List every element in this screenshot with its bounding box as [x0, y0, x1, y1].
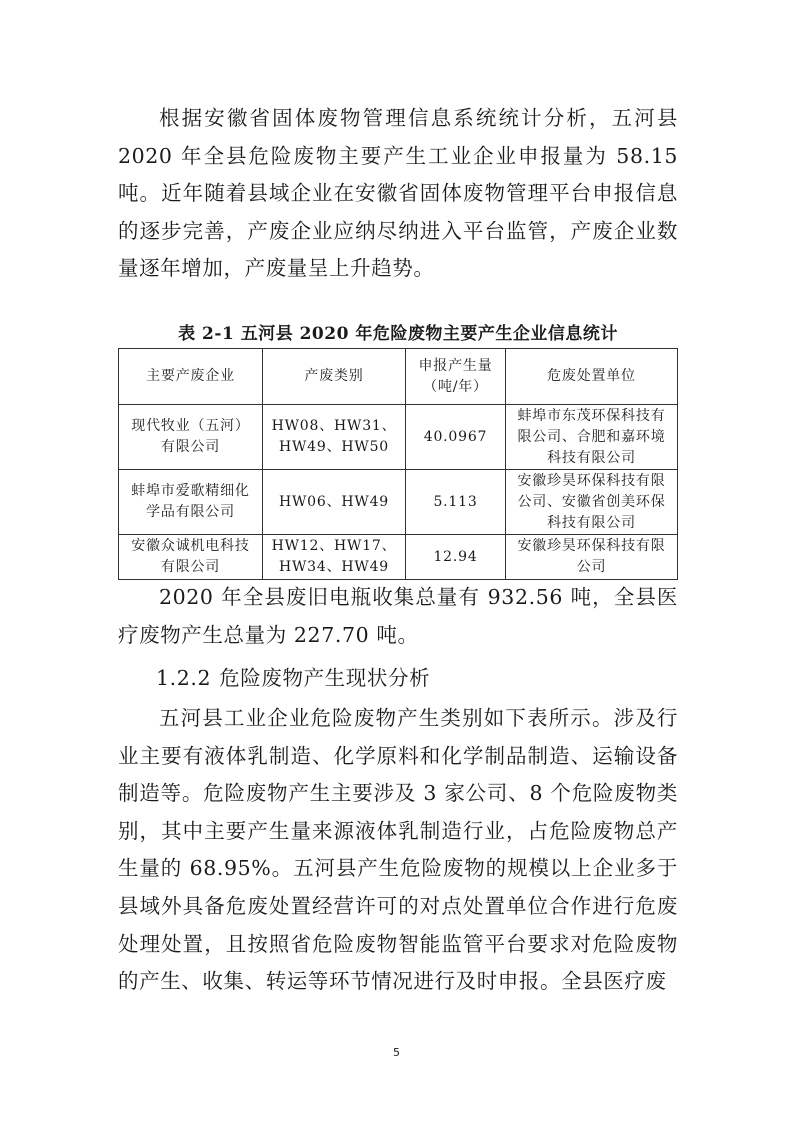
analysis-paragraph: 五河县工业企业危险废物产生类别如下表所示。涉及行业主要有液体乳制造、化学原料和化学制品制造、运输设备制造等。危险废物产生主要涉及 3 家公司、8 个危险废物类别，其中主要产生量来源液体乳制造行业，占危险废物总产生量的 68.95%。五河县产生危险废物的规模以上企业多于县域外具备危废处置经营许可的对点处置单位合作进行危废处理处置，且按照省危险废物智能监管平台要求对危险废物的产生、收集、转运等环节情况进行及时申报。全县医疗废: [118, 706, 678, 994]
cell-company: 安徽众诚机电科技有限公司: [119, 535, 263, 580]
table-caption: 表 2-1 五河县 2020 年危险废物主要产生企业信息统计: [178, 324, 618, 344]
cell-amount: 12.94: [406, 535, 506, 580]
cell-company: 蚌埠市爱歌精细化学品有限公司: [119, 470, 263, 535]
section-heading: [156, 661, 430, 691]
header-company: 主要产废企业: [119, 349, 263, 405]
hazardous-waste-table: [118, 348, 678, 580]
table-row: [119, 535, 678, 580]
section-number: 1.2.2: [156, 666, 212, 690]
table-row: [119, 470, 678, 535]
section-title: 危险废物产生现状分析: [219, 666, 431, 690]
waste-totals-paragraph: 2020 年全县废旧电瓶收集总量有 932.56 吨，全县医疗废物产生总量为 227.70 吨。: [118, 585, 678, 647]
table-row: [119, 405, 678, 470]
header-amount: [406, 349, 506, 405]
header-amount-line1: 申报产生量: [418, 357, 493, 374]
cell-disposal: 安徽珍昊环保科技有限公司、安徽省创美环保科技有限公司: [506, 470, 678, 535]
cell-disposal: 安徽珍昊环保科技有限公司: [506, 535, 678, 580]
header-amount-line2: （吨/年）: [423, 378, 488, 395]
header-category: 产废类别: [263, 349, 406, 405]
cell-amount: 5.113: [406, 470, 506, 535]
cell-amount: 40.0967: [406, 405, 506, 470]
header-disposal: 危废处置单位: [506, 349, 678, 405]
cell-disposal: 蚌埠市东茂环保科技有限公司、合肥和嘉环境科技有限公司: [506, 405, 678, 470]
intro-paragraph: 根据安徽省固体废物管理信息系统统计分析，五河县2020 年全县危险废物主要产生工业企业申报量为 58.15 吨。近年随着县域企业在安徽省固体废物管理平台申报信息的逐步完善，产废企业应纳尽纳进入平台监管，产废企业数量逐年增加，产废量呈上升趋势。: [118, 106, 678, 281]
table-header-row: [119, 349, 678, 405]
cell-category: HW12、HW17、HW34、HW49: [263, 535, 406, 580]
cell-category: HW06、HW49: [263, 470, 406, 535]
page-number: 5: [393, 1046, 400, 1059]
cell-company: 现代牧业（五河）有限公司: [119, 405, 263, 470]
cell-category: HW08、HW31、HW49、HW50: [263, 405, 406, 470]
